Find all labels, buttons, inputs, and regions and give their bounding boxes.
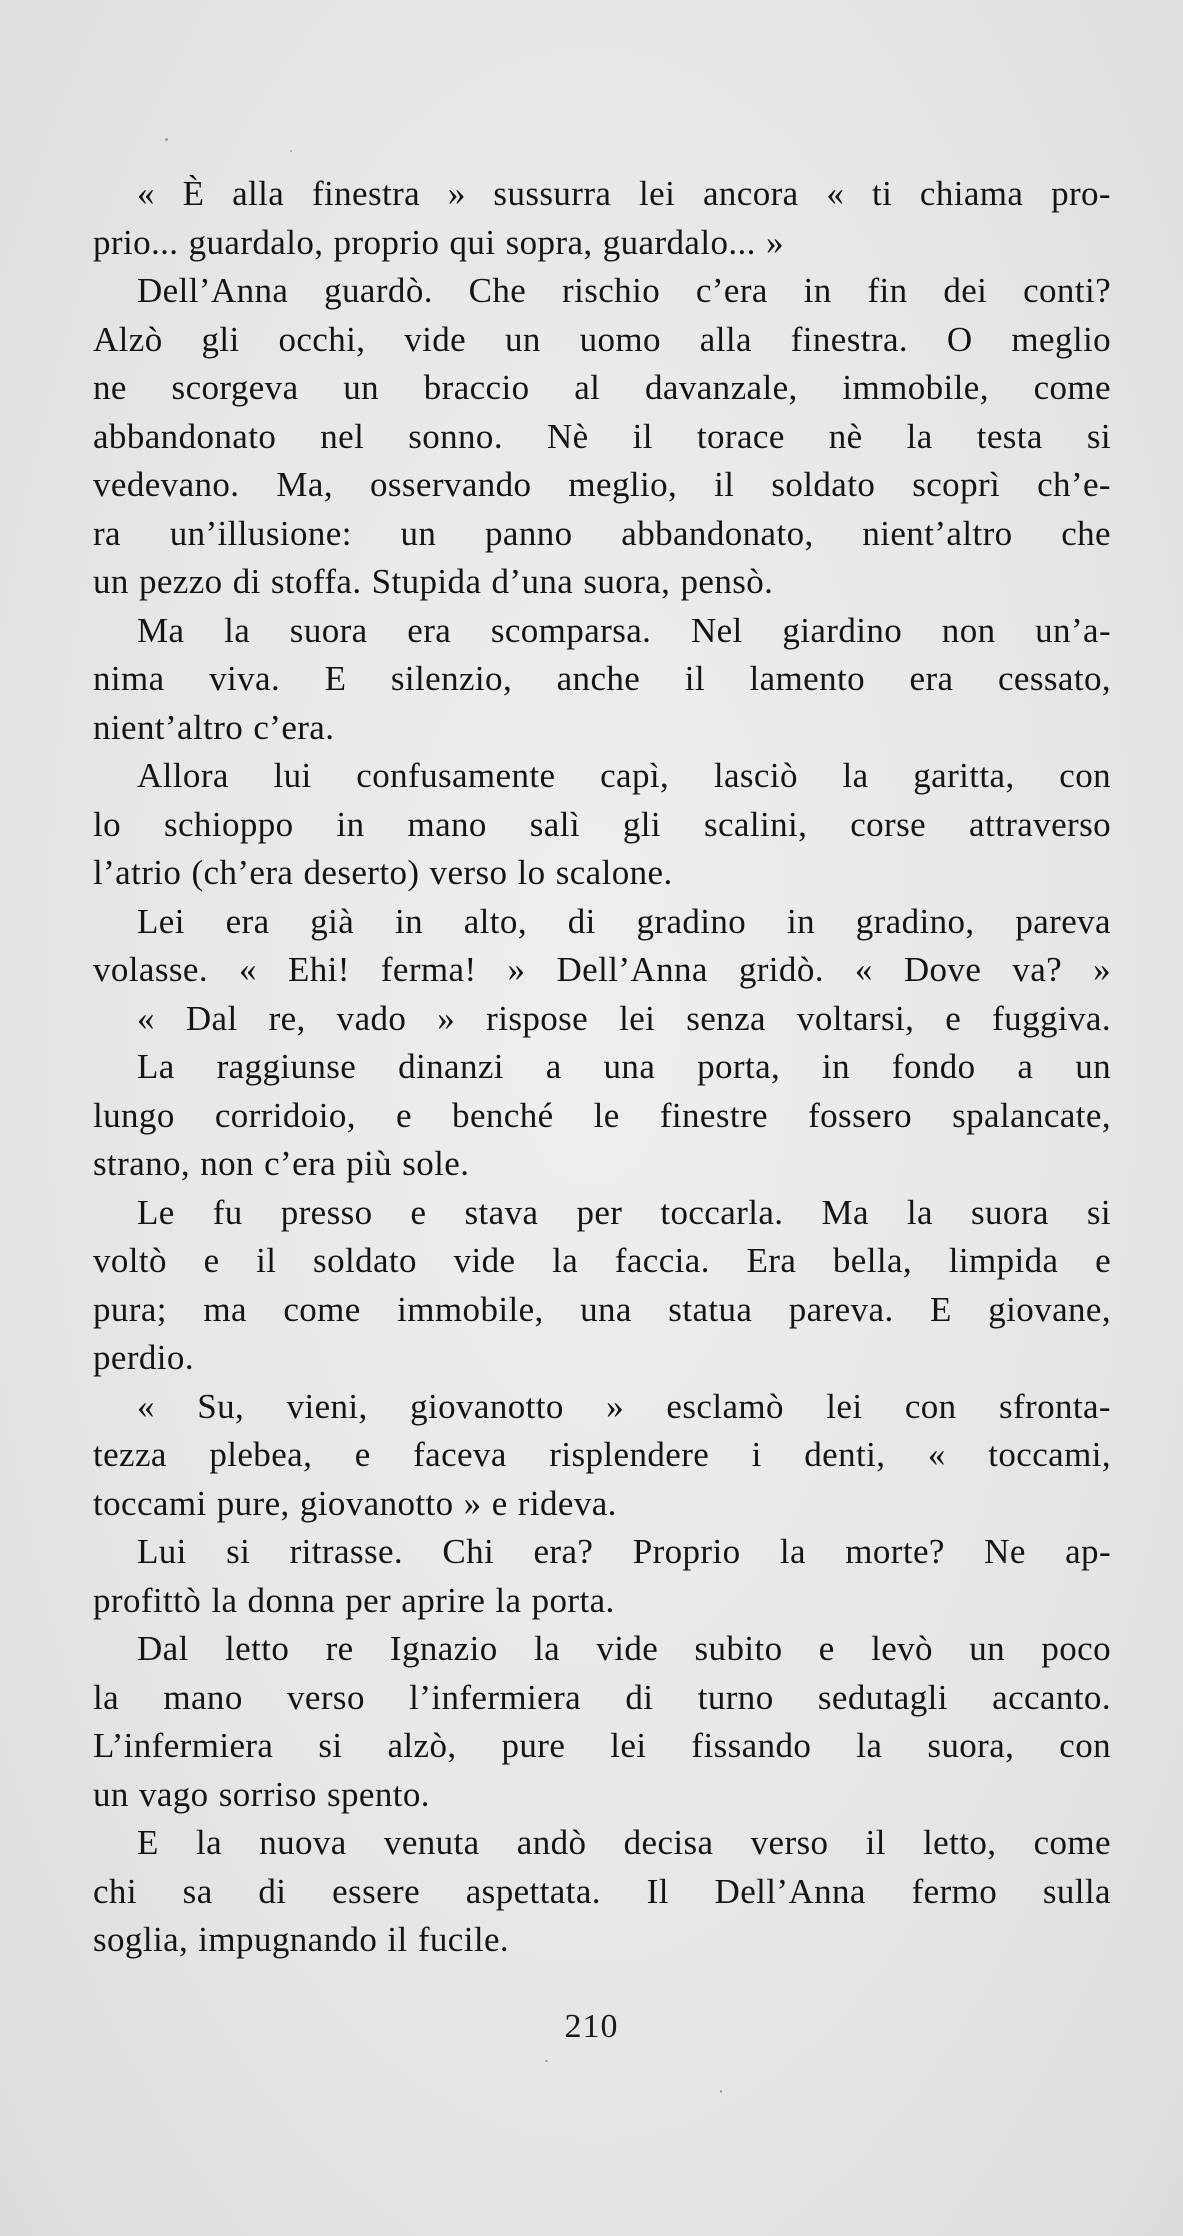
text-line: E la nuova venuta andò decisa verso il letto, come <box>137 1823 1111 1862</box>
text-line: tezza plebea, e faceva risplendere i denti, « toccami, <box>93 1435 1111 1474</box>
paper-speck <box>165 138 168 141</box>
text-line: « Dal re, vado » rispose lei senza voltarsi, e fuggiva. <box>137 998 1111 1038</box>
body-text <box>93 170 1111 1965</box>
text-line: prio... guardalo, proprio qui sopra, guardalo... » <box>93 222 784 262</box>
text-line: soglia, impugnando il fucile. <box>93 1920 510 1959</box>
text-line: La raggiunse dinanzi a una porta, in fondo a un <box>137 1047 1111 1086</box>
paragraph <box>93 752 1111 898</box>
page-number: 210 <box>564 2008 619 2045</box>
text-line: la mano verso l’infermiera di turno sedutagli accanto. <box>93 1677 1111 1717</box>
paragraph <box>93 170 1111 267</box>
text-line: un pezzo di stoffa. Stupida d’una suora, pensò. <box>93 562 774 601</box>
text-line: nima viva. E silenzio, anche il lamento era cessato, <box>93 659 1111 698</box>
paper-speck <box>720 2090 722 2093</box>
text-line: Alzò gli occhi, vide un uomo alla finestra. O meglio <box>93 319 1111 359</box>
text-line: strano, non c’era più sole. <box>93 1144 470 1183</box>
text-line: lungo corridoio, e benché le finestre fossero spalancate, <box>93 1095 1111 1135</box>
text-line: abbandonato nel sonno. Nè il torace nè la testa si <box>93 416 1111 456</box>
text-line: Allora lui confusamente capì, lasciò la garitta, con <box>137 756 1111 795</box>
paragraph <box>93 1383 1111 1529</box>
text-line: Lui si ritrasse. Chi era? Proprio la morte? Ne ap- <box>137 1532 1111 1571</box>
text-line: L’infermiera si alzò, pure lei fissando la suora, con <box>93 1726 1111 1765</box>
text-line: nient’altro c’era. <box>93 707 335 747</box>
text-line: volasse. « Ehi! ferma! » Dell’Anna gridò. « Dove va? » <box>93 950 1111 989</box>
text-line: profittò la donna per aprire la porta. <box>93 1580 615 1620</box>
paragraph <box>93 1819 1111 1965</box>
text-line: ra un’illusione: un panno abbandonato, nient’altro che <box>93 513 1111 553</box>
text-line: chi sa di essere aspettata. Il Dell’Anna fermo sulla <box>93 1871 1111 1911</box>
paragraph <box>93 1189 1111 1383</box>
text-line: Dal letto re Ignazio la vide subito e levò un poco <box>137 1629 1111 1668</box>
text-line: lo schioppo in mano salì gli scalini, corse attraverso <box>93 804 1111 844</box>
text-line: l’atrio (ch’era deserto) verso lo scalone. <box>93 853 673 892</box>
paragraph <box>93 995 1111 1044</box>
paper-speck <box>545 2060 548 2062</box>
paragraph <box>93 1625 1111 1819</box>
text-line: perdio. <box>93 1338 194 1377</box>
text-line: Dell’Anna guardò. Che rischio c’era in fin dei conti? <box>137 271 1111 310</box>
text-line: vedevano. Ma, osservando meglio, il soldato scoprì ch’e- <box>93 465 1111 504</box>
text-line: toccami pure, giovanotto » e rideva. <box>93 1483 617 1523</box>
paragraph <box>93 898 1111 995</box>
text-line: Le fu presso e stava per toccarla. Ma la suora si <box>137 1192 1111 1232</box>
text-line: un vago sorriso spento. <box>93 1774 430 1814</box>
paper-speck <box>290 150 292 152</box>
paragraph <box>93 1043 1111 1189</box>
text-line: « Su, vieni, giovanotto » esclamò lei con sfronta- <box>137 1386 1111 1426</box>
text-line: pura; ma come immobile, una statua pareva. E giovane, <box>93 1289 1111 1329</box>
text-line: voltò e il soldato vide la faccia. Era bella, limpida e <box>93 1241 1111 1280</box>
text-line: Ma la suora era scomparsa. Nel giardino non un’a- <box>137 610 1111 650</box>
paragraph <box>93 607 1111 753</box>
paragraph <box>93 267 1111 607</box>
text-line: ne scorgeva un braccio al davanzale, immobile, come <box>93 368 1111 407</box>
text-line: « È alla finestra » sussurra lei ancora « ti chiama pro- <box>137 174 1111 213</box>
text-line: Lei era già in alto, di gradino in gradino, pareva <box>137 901 1111 941</box>
paragraph <box>93 1528 1111 1625</box>
